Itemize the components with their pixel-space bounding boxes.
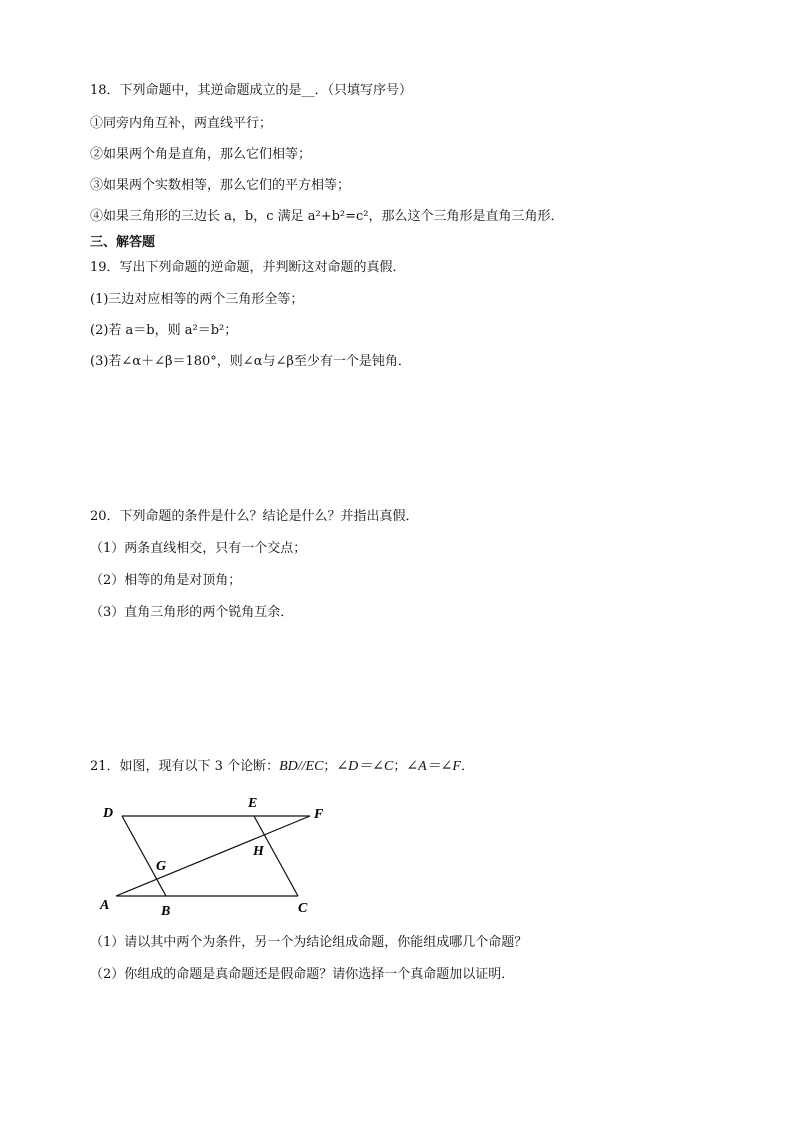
q19-stem: 19．写出下列命题的逆命题，并判断这对命题的真假．	[90, 260, 406, 275]
q18-item-4: ④如果三角形的三边长 a，b，c 满足 a²+b²=c²，那么这个三角形是直角三角形．	[90, 209, 564, 224]
q18-item-2: ②如果两个角是直角，那么它们相等；	[90, 147, 312, 162]
label-c: C	[298, 901, 308, 916]
label-d: D	[103, 806, 114, 821]
q21-separator: ；	[393, 759, 407, 774]
q21-item-2: （2）你组成的命题是真命题还是假命题？请你选择一个真命题加以证明．	[90, 967, 515, 982]
label-g: G	[156, 859, 167, 874]
q19-item-2: (2)若 a＝b，则 a²＝b²；	[90, 323, 238, 338]
q21-item-1: （1）请以其中两个为条件，另一个为结论组成命题，你能组成哪几个命题？	[90, 935, 528, 950]
q19-item-1: (1)三边对应相等的两个三角形全等；	[90, 292, 304, 307]
label-h: H	[253, 844, 264, 859]
q21-separator: ；	[323, 759, 337, 774]
label-f: F	[314, 807, 324, 822]
q20-stem: 20．下列命题的条件是什么？结论是什么？并指出真假．	[90, 509, 419, 524]
q20-item-2: （2）相等的角是对顶角；	[90, 573, 242, 588]
q21-assertion-angle-a-f: ∠A＝∠F	[406, 759, 461, 774]
q21-assertion-angle-d-c: ∠D＝∠C	[336, 759, 394, 774]
q21-stem-prefix: 21．如图，现有以下 3 个论断：	[90, 759, 280, 774]
q20-item-3: （3）直角三角形的两个锐角互余．	[90, 605, 294, 620]
q21-stem-suffix: ．	[460, 759, 474, 774]
q20-item-1: （1）两条直线相交，只有一个交点；	[90, 541, 307, 556]
q18-item-1: ①同旁内角互补，两直线平行；	[90, 116, 273, 131]
geometry-figure	[90, 788, 350, 923]
q21-assertion-parallel: BD//EC	[279, 759, 324, 774]
q18-stem: 18．下列命题中，其逆命题成立的是__．（只填写序号）	[90, 83, 413, 98]
section-heading: 三、解答题	[90, 235, 156, 250]
segment-af	[116, 816, 310, 896]
q19-item-3: (3)若∠α＋∠β＝180°，则∠α与∠β至少有一个是钝角．	[90, 354, 411, 369]
q18-item-3: ③如果两个实数相等，那么它们的平方相等；	[90, 178, 351, 193]
q21-stem	[90, 758, 474, 776]
label-a: A	[100, 898, 110, 913]
label-b: B	[161, 904, 171, 919]
label-e: E	[248, 796, 258, 811]
